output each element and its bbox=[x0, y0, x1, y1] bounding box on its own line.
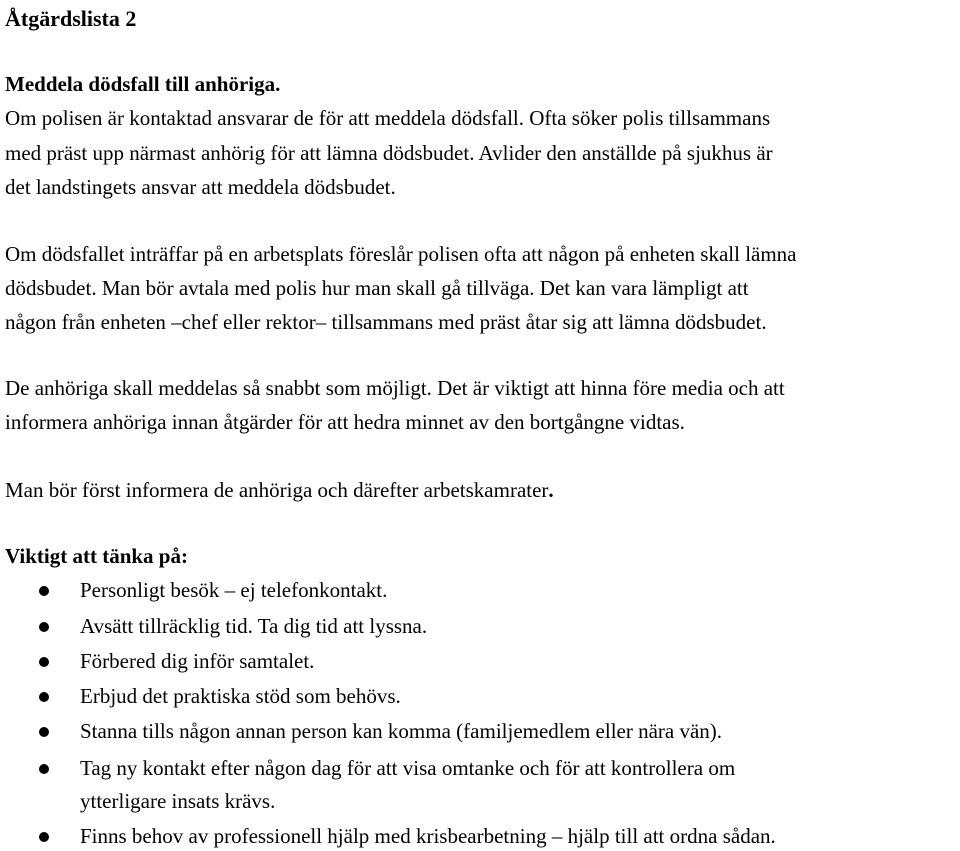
list-item-text: Personligt besök – ej telefonkontakt. bbox=[80, 578, 388, 602]
paragraph-4-text: Man bör först informera de anhöriga och därefter arbetskamrater bbox=[5, 478, 549, 502]
paragraph-1-line-3: det landstingets ansvar att meddela dödsbudet. bbox=[5, 175, 396, 199]
paragraph-1-line-2: med präst upp närmast anhörig för att lämna dödsbudet. Avlider den anställde på sjukhus är bbox=[5, 141, 773, 165]
bullet-dot-icon bbox=[39, 764, 49, 774]
list-item-text: Avsätt tillräcklig tid. Ta dig tid att lyssna. bbox=[80, 614, 428, 638]
list-item-text: Tag ny kontakt efter någon dag för att visa omtanke och för att kontrollera om bbox=[80, 756, 736, 780]
bullet-dot-icon bbox=[39, 657, 49, 667]
list-item-text: Erbjud det praktiska stöd som behövs. bbox=[80, 684, 401, 708]
paragraph-1-line-1: Om polisen är kontaktad ansvarar de för att meddela dödsfall. Ofta söker polis tillsammans bbox=[5, 106, 771, 130]
paragraph-3-line-2: informera anhöriga innan åtgärder för att hedra minnet av den bortgångne vidtas. bbox=[5, 410, 685, 434]
bullet-dot-icon bbox=[39, 692, 49, 702]
list-item-text: Stanna tills någon annan person kan komma (familjemedlem eller nära vän). bbox=[80, 719, 723, 743]
document-title: Åtgärdslista 2 bbox=[5, 6, 137, 31]
paragraph-2-line-3: någon från enheten –chef eller rektor– tillsammans med präst åtar sig att lämna dödsbudet. bbox=[5, 310, 767, 334]
bullet-dot-icon bbox=[39, 622, 49, 632]
list-item-text-continuation: ytterligare insats krävs. bbox=[80, 789, 276, 813]
bullet-dot-icon bbox=[39, 727, 49, 737]
list-item-text: Förbered dig inför samtalet. bbox=[80, 649, 315, 673]
paragraph-2-line-2: dödsbudet. Man bör avtala med polis hur man skall gå tillväga. Det kan vara lämpligt att bbox=[5, 276, 749, 300]
section-heading: Meddela dödsfall till anhöriga. bbox=[5, 72, 281, 96]
list-item-text: Finns behov av professionell hjälp med krisbearbetning – hjälp till att ordna sådan. bbox=[80, 824, 776, 848]
paragraph-4 bbox=[5, 478, 554, 502]
bullet-dot-icon bbox=[39, 586, 49, 596]
paragraph-2-line-1: Om dödsfallet inträffar på en arbetsplats föreslår polisen ofta att någon på enheten skall lämna bbox=[5, 242, 797, 266]
paragraph-4-period: . bbox=[548, 478, 554, 502]
paragraph-3-line-1: De anhöriga skall meddelas så snabbt som möjligt. Det är viktigt att hinna före media och att bbox=[5, 376, 785, 400]
important-heading: Viktigt att tänka på: bbox=[5, 544, 188, 568]
bullet-dot-icon bbox=[39, 832, 49, 842]
